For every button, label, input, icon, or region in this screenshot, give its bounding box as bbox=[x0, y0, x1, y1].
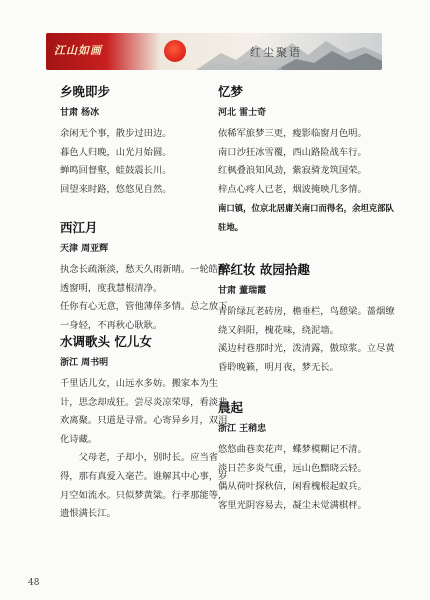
poem-stanza: 千里话儿女，山远水多妨。搬家本为生计，思念却成狂。尝尽炎凉荣辱，看淡悲欢离聚。只道是寻常。心寄异乡月，双泪化诗藏。 bbox=[60, 378, 228, 445]
poem-title: 忆梦 bbox=[218, 84, 244, 99]
poem-author: 浙江 王稍忠 bbox=[218, 424, 267, 434]
banner-title: 红尘聚语 bbox=[250, 46, 302, 59]
poem-line: 依稀军旅梦三更，瘦影临窗月色明。 bbox=[218, 128, 367, 139]
poem-line: 回望来时路，悠悠见自然。 bbox=[60, 183, 172, 195]
poem-stanza: 父母老，子却小，别时长。应当省得，那有真爱入毫芒。谁解其中心事，岁月空如流水。只似梦黄粱。行孝那能等，遗恨满长江。 bbox=[60, 452, 228, 520]
poem-title: 晨起 bbox=[218, 400, 244, 415]
poem-author: 甘肃 杨冰 bbox=[60, 108, 100, 118]
poem-author: 浙江 周书明 bbox=[60, 358, 109, 368]
poem bbox=[218, 262, 396, 377]
poem bbox=[218, 400, 396, 515]
poem-title: 醉红妆 故园拾趣 bbox=[218, 262, 310, 277]
poem-title: 水调歌头 忆儿女 bbox=[60, 334, 152, 349]
poem-author: 甘肃 董瑞霞 bbox=[218, 286, 267, 296]
poem-line: 余闲无个事，散步过田边。 bbox=[60, 128, 172, 139]
section-banner bbox=[46, 33, 382, 70]
poem-title: 乡晚即步 bbox=[60, 84, 111, 99]
poem-line: 梓点心疼人已老，烟波掩映几多情。 bbox=[218, 183, 367, 195]
poem-line: 蝉鸣回督壑，蛙鼓震长川。 bbox=[60, 165, 172, 177]
poem-stanza: 青阶绿瓦老砖房，檐垂栏，鸟憩梁。蔷烟缭绕又斜阳，槐花味，绕泥墙。 bbox=[218, 306, 395, 336]
poem bbox=[60, 334, 236, 524]
poem bbox=[60, 220, 236, 335]
poem-stanza: 溪边村巷那时光，泼清露，傲琼浆。立尽黄昏聆晚籁，明月夜，梦无长。 bbox=[218, 343, 395, 373]
poem bbox=[60, 84, 236, 199]
banner-logo-text: 江山如画 bbox=[54, 44, 102, 57]
poem-line: 淡日芒多炎气重，远山色黯晓云轻。 bbox=[218, 462, 367, 474]
poem-line: 客里光阴容易去，凝尘未觉满棋枰。 bbox=[218, 499, 367, 511]
poem-stanza: 执念长疏渐淡，愁天久雨新晴。一轮皓月透窗明，度我慧根清净。 bbox=[60, 264, 228, 294]
poem-line: 悠悠曲巷卖花声，蝶梦模糊记不清。 bbox=[218, 444, 367, 455]
poem-title: 西江月 bbox=[60, 220, 98, 235]
poem-line: 暮色人归晚，山光月始圆。 bbox=[60, 146, 172, 158]
poem-author: 河北 雷士奇 bbox=[218, 108, 267, 118]
poem-stanza: 任你有心无意，管他薄倖多情。总之放下一身轻，不再秋心耿耿。 bbox=[60, 301, 228, 331]
poem-line: 偶从荷叶探秋信，闲看槐根起蚁兵。 bbox=[218, 481, 367, 493]
poem-line: 红枫叠浪知风劲，紫寂骑龙筑国荣。 bbox=[218, 165, 367, 177]
poem bbox=[218, 84, 396, 237]
page-number: 48 bbox=[28, 578, 40, 588]
poem-line: 南口沙狂冰雪覆，西山路险战车行。 bbox=[218, 146, 367, 158]
poem-note: 南口镇，位京北居庸关南口而得名，余坦克部队驻地。 bbox=[218, 203, 394, 232]
red-sun-icon bbox=[164, 40, 186, 62]
poem-author: 天津 周亚辉 bbox=[60, 244, 109, 254]
